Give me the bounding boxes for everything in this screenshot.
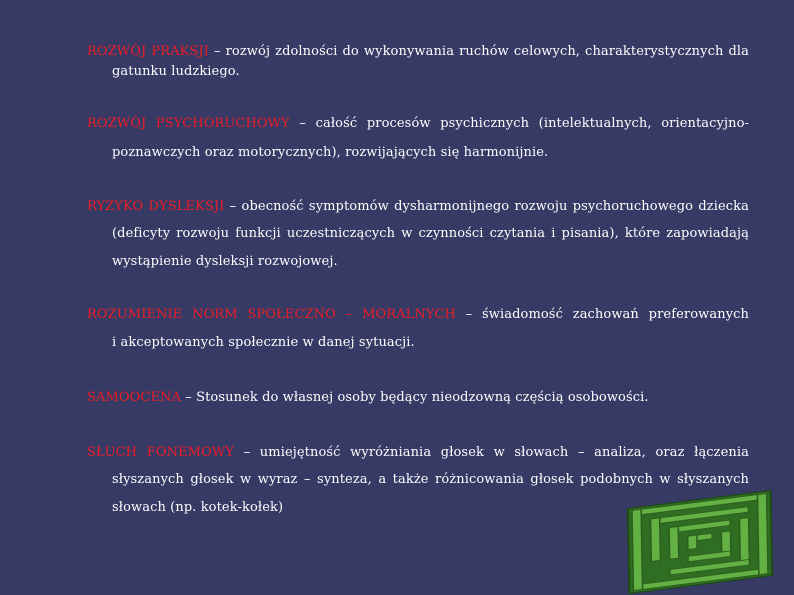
entry-continuation-line: poznawczych oraz motorycznych), rozwijających się harmonijnie. bbox=[112, 145, 549, 160]
entry-definition: – świadomość zachowań preferowanych bbox=[455, 307, 749, 322]
entry-definition: – umiejętność wyróżniania głosek w słowach – analiza, oraz łączenia bbox=[233, 445, 749, 460]
glossary-entry-rozwoj-psychoruchowy bbox=[87, 116, 749, 160]
entry-continuation-line: wystąpienie dysleksji rozwojowej. bbox=[112, 254, 338, 269]
entry-first-line bbox=[87, 199, 749, 214]
entry-first-line bbox=[87, 307, 749, 322]
entry-definition: – Stosunek do własnej osoby będący nieodzowną częścią osobowości. bbox=[181, 390, 649, 405]
entry-first-line bbox=[87, 116, 749, 131]
entry-term: SAMOOCENA bbox=[87, 390, 182, 405]
entry-continuation-line: i akceptowanych społecznie w danej sytuacji. bbox=[112, 335, 415, 350]
glossary-entry-samoocena bbox=[87, 390, 749, 405]
entry-first-line bbox=[87, 445, 749, 460]
entry-definition: – obecność symptomów dysharmonijnego rozwoju psychoruchowego dziecka bbox=[224, 199, 749, 214]
entry-term: SŁUCH FONEMOWY bbox=[87, 445, 234, 460]
entry-term: ROZWÓJ PRAKSJI bbox=[87, 44, 209, 59]
glossary-entry-ryzyko-dysleksji bbox=[87, 199, 749, 269]
entry-term: ROZWÓJ PSYCHORUCHOWY bbox=[87, 116, 290, 131]
entry-continuation-line: gatunku ludzkiego. bbox=[112, 64, 240, 79]
glossary-entry-rozwoj-praksji bbox=[87, 44, 749, 79]
entry-term: ROZUMIENIE NORM SPOŁECZNO – MORALNYCH bbox=[87, 307, 456, 322]
entry-continuation-line: słowach (np. kotek-kołek) bbox=[112, 500, 284, 515]
hedge-maze-icon bbox=[620, 482, 780, 595]
entry-continuation-line: (deficyty rozwoju funkcji uczestniczących w czynności czytania i pisania), które zapowiadają bbox=[112, 226, 749, 241]
entry-definition: – całość procesów psychicznych (intelektualnych, orientacyjno- bbox=[289, 116, 749, 131]
entry-first-line bbox=[87, 44, 749, 59]
entry-first-line bbox=[87, 390, 749, 405]
entry-continuation-line: słyszanych głosek w wyraz – synteza, a także różnicowania głosek podobnych w słyszanych bbox=[112, 472, 749, 487]
entry-definition: – rozwój zdolności do wykonywania ruchów celowych, charakterystycznych dla bbox=[208, 44, 749, 59]
entry-term: RYZYKO DYSLEKSJI bbox=[87, 199, 225, 214]
glossary-entry-rozumienie-norm bbox=[87, 307, 749, 350]
